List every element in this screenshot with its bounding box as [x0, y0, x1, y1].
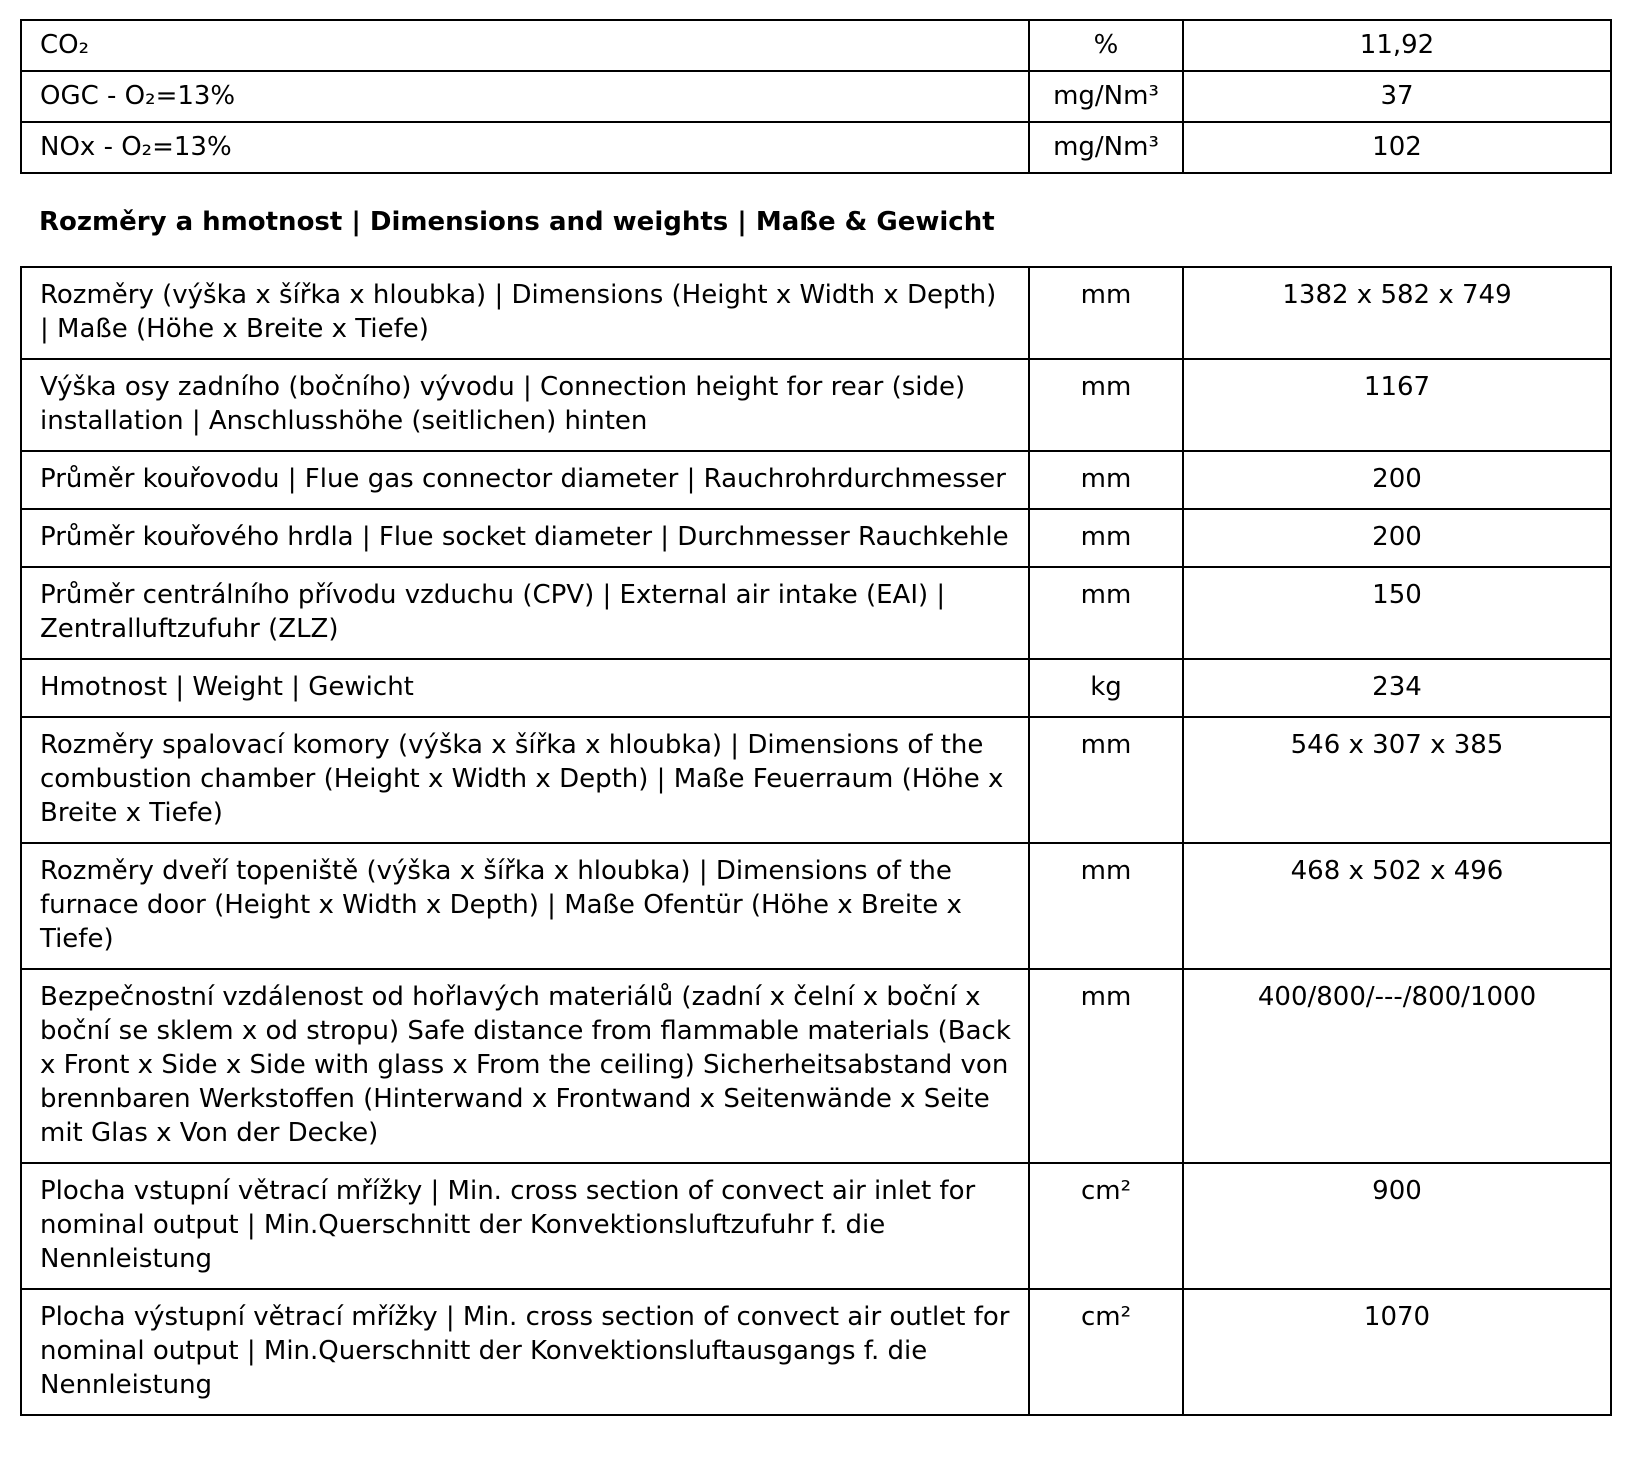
table-row: [21, 843, 1611, 969]
row-label: Průměr centrálního přívodu vzduchu (CPV) | External air intake (EAI) | Zentralluftzufuhr (ZLZ): [21, 567, 1029, 659]
row-label: Průměr kouřového hrdla | Flue socket diameter | Durchmesser Rauchkehle: [21, 509, 1029, 567]
row-value: 1167: [1183, 359, 1611, 451]
row-value: 1382 x 582 x 749: [1183, 267, 1611, 359]
row-value: 546 x 307 x 385: [1183, 717, 1611, 843]
table-row: [21, 71, 1611, 122]
row-value: 37: [1183, 71, 1611, 122]
row-unit: mg/Nm³: [1029, 71, 1183, 122]
row-value: 11,92: [1183, 20, 1611, 71]
emissions-table: [20, 19, 1612, 174]
row-label: NOx - O₂=13%: [21, 122, 1029, 173]
table-row: [21, 717, 1611, 843]
table-row: [21, 659, 1611, 717]
row-unit: mm: [1029, 509, 1183, 567]
row-unit: mm: [1029, 969, 1183, 1163]
row-value: 200: [1183, 451, 1611, 509]
table-row: [21, 267, 1611, 359]
row-unit: %: [1029, 20, 1183, 71]
row-value: 234: [1183, 659, 1611, 717]
table-row: [21, 359, 1611, 451]
row-unit: mm: [1029, 717, 1183, 843]
table-row: [21, 451, 1611, 509]
row-unit: mm: [1029, 567, 1183, 659]
row-label: Bezpečnostní vzdálenost od hořlavých materiálů (zadní x čelní x boční x boční se sklem x od stropu) Safe distance from flammable materials (Back x Front x Side x Side with glass x From the ceiling) Sicherheitsabstand von brennbaren Werkstoffen (Hinterwand x Frontwand x Seitenwände x Seite mit Glas x Von der Decke): [21, 969, 1029, 1163]
row-label: Průměr kouřovodu | Flue gas connector diameter | Rauchrohrdurchmesser: [21, 451, 1029, 509]
row-unit: cm²: [1029, 1163, 1183, 1289]
row-value: 468 x 502 x 496: [1183, 843, 1611, 969]
row-value: 200: [1183, 509, 1611, 567]
row-label: Hmotnost | Weight | Gewicht: [21, 659, 1029, 717]
table-row: [21, 1289, 1611, 1415]
row-unit: cm²: [1029, 1289, 1183, 1415]
row-label: Rozměry dveří topeniště (výška x šířka x hloubka) | Dimensions of the furnace door (Height x Width x Depth) | Maße Ofentür (Höhe x Breite x Tiefe): [21, 843, 1029, 969]
row-label: Rozměry (výška x šířka x hloubka) | Dimensions (Height x Width x Depth) | Maße (Höhe x Breite x Tiefe): [21, 267, 1029, 359]
row-unit: mm: [1029, 267, 1183, 359]
dimensions-table: [20, 266, 1612, 1416]
table-row: [21, 20, 1611, 71]
row-value: 102: [1183, 122, 1611, 173]
row-label: Plocha výstupní větrací mřížky | Min. cross section of convect air outlet for nominal output | Min.Querschnitt der Konvektionsluftausgangs f. die Nennleistung: [21, 1289, 1029, 1415]
row-label: Výška osy zadního (bočního) vývodu | Connection height for rear (side) installation | Anschlusshöhe (seitlichen) hinten: [21, 359, 1029, 451]
row-value: 900: [1183, 1163, 1611, 1289]
row-unit: mm: [1029, 359, 1183, 451]
table-row: [21, 1163, 1611, 1289]
row-label: OGC - O₂=13%: [21, 71, 1029, 122]
row-value: 150: [1183, 567, 1611, 659]
row-label: Rozměry spalovací komory (výška x šířka x hloubka) | Dimensions of the combustion chamber (Height x Width x Depth) | Maße Feuerraum (Höhe x Breite x Tiefe): [21, 717, 1029, 843]
table-row: [21, 969, 1611, 1163]
row-unit: mm: [1029, 451, 1183, 509]
row-label: CO₂: [21, 20, 1029, 71]
row-label: Plocha vstupní větrací mřížky | Min. cross section of convect air inlet for nominal output | Min.Querschnitt der Konvektionsluftzufuhr f. die Nennleistung: [21, 1163, 1029, 1289]
row-value: 400/800/---/800/1000: [1183, 969, 1611, 1163]
row-unit: kg: [1029, 659, 1183, 717]
section-heading: Rozměry a hmotnost | Dimensions and weights | Maße & Gewicht: [39, 207, 995, 237]
table-row: [21, 509, 1611, 567]
row-value: 1070: [1183, 1289, 1611, 1415]
row-unit: mm: [1029, 843, 1183, 969]
table-row: [21, 122, 1611, 173]
row-unit: mg/Nm³: [1029, 122, 1183, 173]
table-row: [21, 567, 1611, 659]
